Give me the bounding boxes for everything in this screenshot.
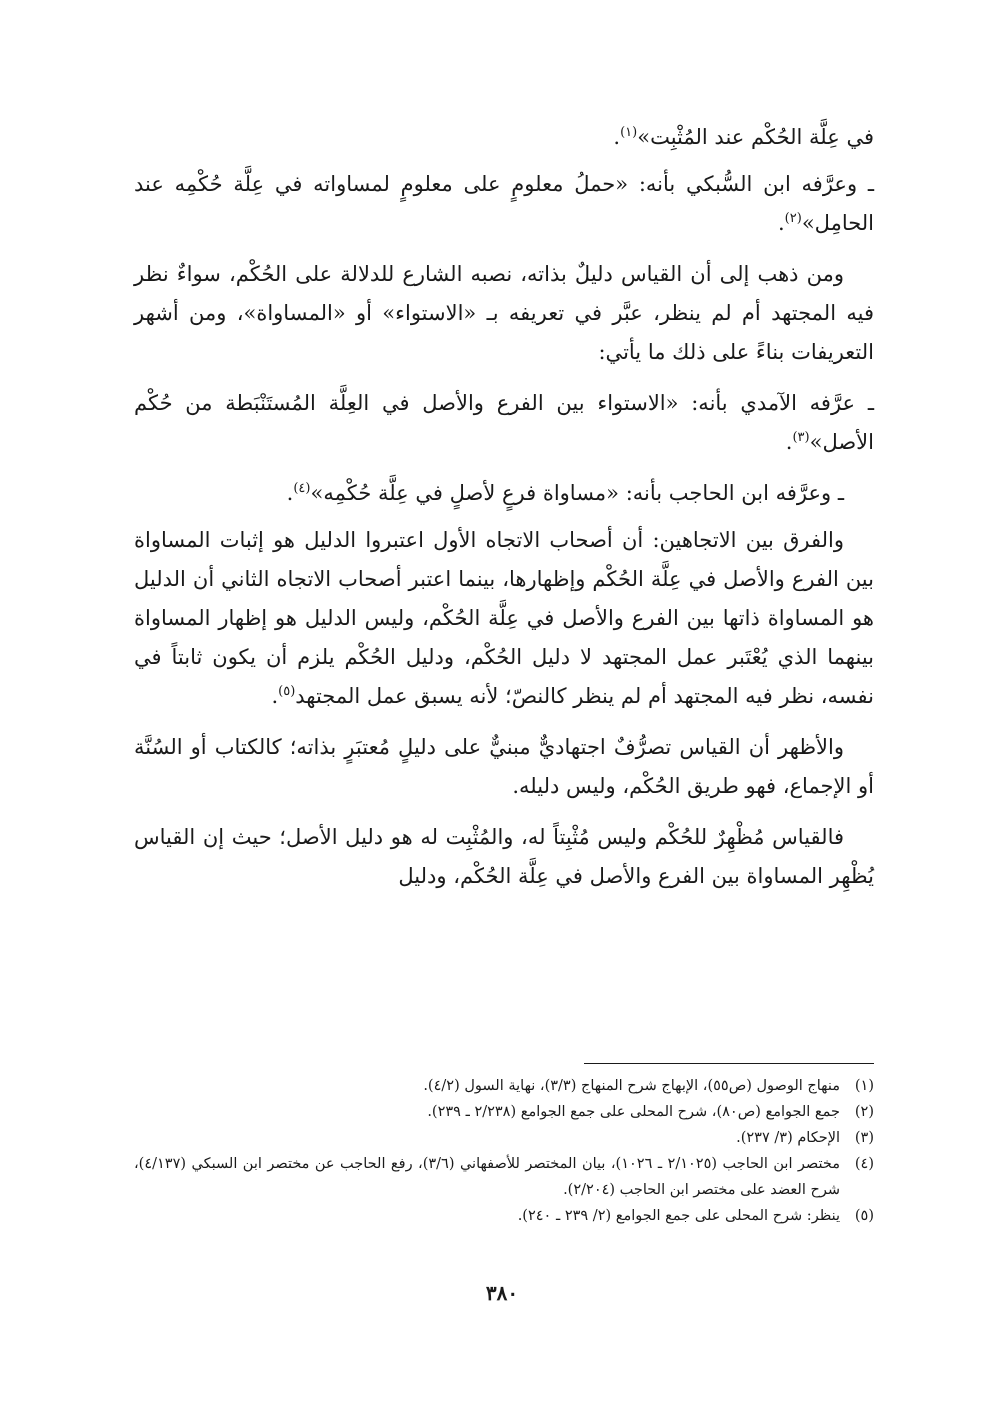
- footnote-1: [134, 1073, 874, 1099]
- paragraph-subki-definition: ـ وعرَّفه ابن السُّبكي بأنه: «حملُ معلومٍ على معلومٍ لمساواته في عِلَّة حُكْمِه عند الحامِل»$^{(٢)}$.: [134, 172, 874, 235]
- paragraph-preferred-view: والأظهر أن القياس تصرُّفٌ اجتهاديٌّ مبنيٌّ على دليلٍ مُعتبَرٍ بذاته؛ كالكتاب أو السُنَّة أو الإجماع، فهو طريق الحُكْم، وليس دليله.: [134, 735, 874, 798]
- footnotes: [134, 1073, 874, 1229]
- footnote-ref-3[interactable]: (٣): [792, 430, 810, 445]
- footnote-4: [134, 1151, 874, 1203]
- paragraph-conclusion: فالقياس مُظْهِرٌ للحُكْم وليس مُثْبِتاً له، والمُثْبِت له هو دليل الأصل؛ حيث إن القياس يُظْهِر المساواة بين الفرع والأصل في عِلَّة الحُكْم، ودليل: [134, 825, 874, 888]
- footnote-number: (٤): [854, 1156, 874, 1172]
- footnote-ref-2[interactable]: (٢): [784, 211, 802, 226]
- paragraph-second-approach: ومن ذهب إلى أن القياس دليلٌ بذاته، نصبه الشارع للدلالة على الحُكْم، سواءٌ نظر فيه المجتهد أم لم ينظر، عبَّر في تعريفه بـ «الاستواء» أو «المساواة»، ومن أشهر التعريفات بناءً على ذلك ما يأتي:: [134, 262, 874, 364]
- footnote-ref-1[interactable]: (١): [620, 125, 638, 140]
- footnote-number: (٣): [854, 1130, 874, 1146]
- footnote-separator: [584, 1063, 874, 1064]
- footnote-ref-5[interactable]: (٥): [278, 684, 296, 699]
- footnote-ref-4[interactable]: (٤): [293, 481, 311, 496]
- footnote-text: مختصر ابن الحاجب (٢/١٠٢٥ ـ ١٠٢٦)، بيان المختصر للأصفهاني (٣/٦)، رفع الحاجب عن مختصر ابن السبكي (٤/١٣٧)، شرح العضد على مختصر ابن الحاجب (٢/٢٠٤).: [134, 1156, 841, 1198]
- footnote-2: [134, 1099, 874, 1125]
- paragraph-difference: والفرق بين الاتجاهين: أن أصحاب الاتجاه الأول اعتبروا الدليل هو إثبات المساواة بين الفرع والأصل في عِلَّة الحُكْم وإظهارها، بينما اعتبر أصحاب الاتجاه الثاني أن الدليل هو المساواة ذاتها بين الفرع والأصل في عِلَّة الحُكْم، وليس الدليل هو إظهار المساواة بينهما الذي يُعْتَبر عمل المجتهد لا دليل الحُكْم، ودليل الحُكْم يلزم أن يكون ثابتاً في نفسه، نظر فيه المجتهد أم لم ينظر كالنصّ؛ لأنه يسبق عمل المجتهد$^{(٥)}$.: [134, 528, 874, 708]
- footnote-text: ينظر: شرح المحلى على جمع الجوامع (٢/ ٢٣٩ ـ ٢٤٠).: [517, 1208, 840, 1224]
- footnote-number: (١): [854, 1078, 874, 1094]
- footnote-number: (٥): [854, 1208, 874, 1224]
- footnote-5: [134, 1203, 874, 1229]
- main-text: [134, 118, 874, 908]
- footnote-text: الإحكام (٣/ ٢٣٧).: [736, 1130, 840, 1146]
- page-number: ٣٨٠: [485, 1281, 519, 1305]
- paragraph-hajib-definition: ـ وعرَّفه ابن الحاجب بأنه: «مساواة فرعٍ لأصلٍ في عِلَّة حُكْمِه»$^{(٤)}$.: [286, 481, 844, 505]
- footnote-3: [134, 1125, 874, 1151]
- paragraph-amidi-definition: ـ عرَّفه الآمدي بأنه: «الاستواء بين الفرع والأصل في العِلَّة المُستَنْبَطة من حُكْم الأصل»$^{(٣)}$.: [134, 391, 874, 454]
- footnote-text: جمع الجوامع (ص٨٠)، شرح المحلى على جمع الجوامع (٢/٢٣٨ ـ ٢٣٩).: [427, 1104, 840, 1120]
- footnote-text: منهاج الوصول (ص٥٥)، الإبهاج شرح المنهاج (٣/٣)، نهاية السول (٤/٢).: [423, 1078, 840, 1094]
- paragraph-definition-end: في عِلَّة الحُكْم عند المُثْبِت»$^{(١)}$.: [613, 125, 874, 149]
- footnote-number: (٢): [854, 1104, 874, 1120]
